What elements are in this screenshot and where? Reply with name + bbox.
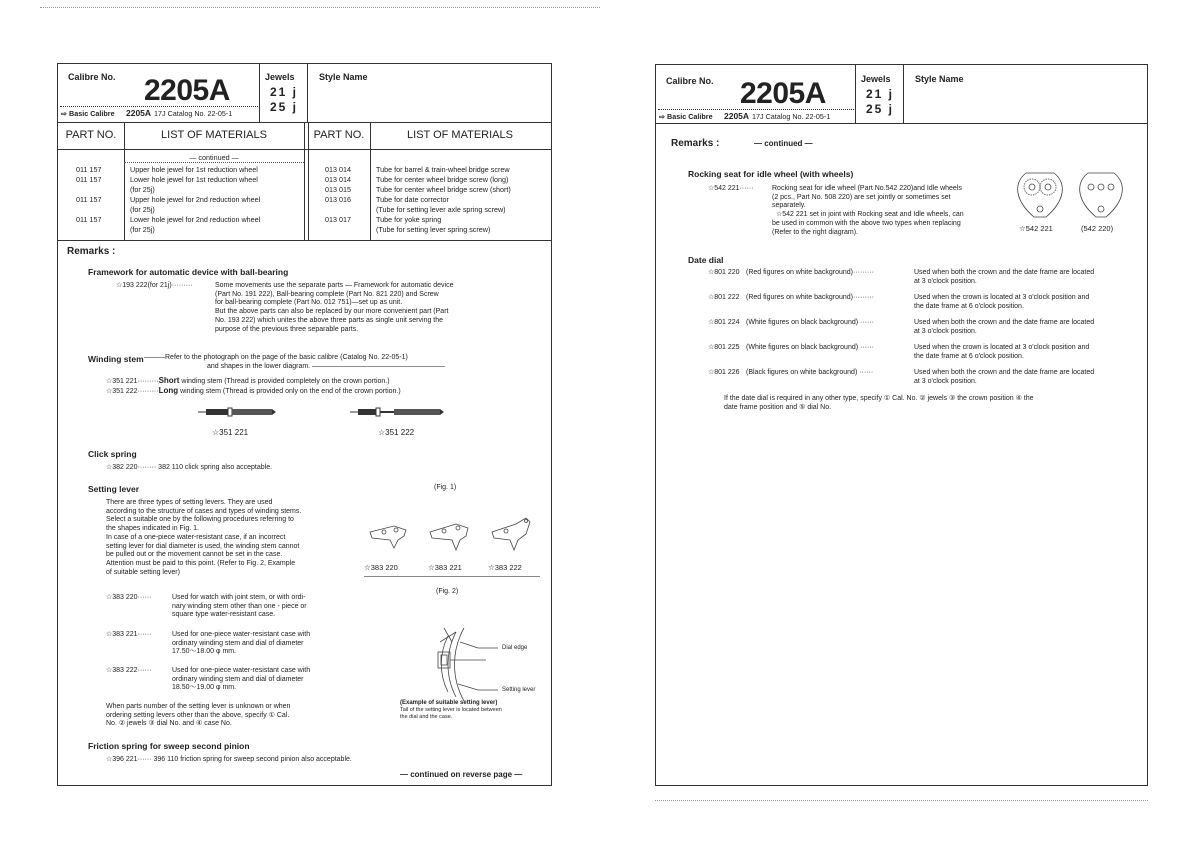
setting-item-text: [172, 667, 356, 693]
setting-line: setting lever for dial diameter is used, the winding stem cannot: [106, 542, 300, 550]
col-materials-left: LIST OF MATERIALS: [161, 129, 267, 141]
rocking-part: ☆542 221······: [708, 185, 754, 192]
setting-item-part: ☆383 221······: [106, 631, 152, 638]
table-vline-3: [308, 122, 309, 240]
rocking-line: ☆542 221 set in joint with Rocking seat and Idle wheels, can: [776, 211, 964, 219]
date-footer-line: date frame position and ⑤ dial No.: [724, 403, 832, 411]
right-page: [600, 0, 1200, 851]
winding-short-text: winding stem (Thread is provided completely on the crown portion.): [181, 378, 390, 385]
part-desc: Tube for center wheel bridge screw (long): [376, 175, 509, 184]
rocking-label-1: ☆542 221: [1019, 224, 1053, 233]
setting-line: be pulled out or the movement cannot be set in the case.: [106, 551, 283, 559]
stem-label-short: ☆351 221: [212, 428, 249, 437]
part-desc-2: (for 25j): [130, 225, 155, 234]
winding-ref: [144, 354, 544, 371]
part-desc: Tube for yoke spring: [376, 215, 442, 224]
setting-item-line: Used for one-piece water-resistant case with: [172, 631, 311, 638]
setting-item-part: ☆383 222······: [106, 667, 152, 674]
part-number: 013 015: [325, 185, 351, 194]
style-name-label: Style Name: [915, 74, 964, 84]
click-title: Click spring: [88, 449, 137, 459]
setting-footer-line: ordering setting levers other than the above, specify ① Cal.: [106, 711, 290, 719]
right-document-frame: [655, 64, 1148, 786]
part-desc: Upper hole jewel for 2nd reduction wheel: [130, 195, 261, 204]
remarks-continued: — continued —: [754, 139, 813, 148]
basic-calibre-prefix: ⇨ Basic Calibre: [61, 109, 115, 118]
setting-line: the shapes indicated in Fig. 1.: [106, 525, 200, 533]
setting-text: [106, 499, 346, 577]
continued-reverse: — continued on reverse page —: [400, 770, 523, 779]
winding-long-word: Long: [158, 386, 179, 395]
basic-calibre-number: 2205A: [126, 108, 152, 118]
rocking-line: be used in common with the above two types when replacing: [772, 219, 961, 227]
date-desc: (Black figures on white background) ······: [746, 369, 874, 376]
header-block: [656, 65, 1147, 123]
rocking-label-2: (542 220): [1081, 224, 1114, 233]
header-bottom-rule: [656, 123, 1147, 124]
part-number: 013 016: [325, 195, 351, 204]
date-use-line: Used when both the crown and the date frame are located: [914, 269, 1095, 276]
setting-item-line: ordinary winding stem and dial of diameter: [172, 675, 304, 683]
date-use-line: at 3 o'clock position.: [914, 377, 977, 385]
setting-title: Setting lever: [88, 484, 140, 494]
basic-calibre-suffix: 17J Catalog No. 22-05-1: [154, 109, 233, 118]
fig1-rule: [364, 576, 540, 577]
fig2-setting-lever: Setting lever: [502, 687, 536, 693]
calibre-dotted-rule: [658, 109, 854, 110]
setting-item-line: 17.50～18.00 φ mm.: [172, 648, 237, 656]
winding-long-part: ☆351 222·········: [106, 388, 159, 395]
setting-line: according to the structure of cases and types of winding stems.: [106, 507, 302, 515]
winding-long: [106, 387, 546, 397]
date-title: Date dial: [688, 255, 724, 265]
setting-line: In case of a one-piece water-resistant case, if an incorrect: [106, 533, 286, 541]
date-footer: [724, 395, 1144, 412]
date-use-line: Used when both the crown and the date frame are located: [914, 369, 1095, 376]
jewels-21: 21 j: [866, 87, 895, 101]
fig1-label: (Fig. 1): [434, 484, 457, 491]
rocking-seat-drawing: [1076, 171, 1126, 221]
calibre-number: 2205A: [740, 77, 826, 110]
part-desc: Tube for date corrector: [376, 195, 449, 204]
part-number: 013 014: [325, 165, 351, 174]
rocking-line: (2 pcs., Part No. 508 220) are set jointly or sometimes set: [772, 193, 951, 201]
framework-line: for ball-bearing complete (Part No. 012 751)—set up as unit.: [215, 299, 403, 307]
col-part-no-right: PART NO.: [313, 129, 365, 141]
date-use: [914, 269, 1142, 286]
calibre-label: Calibre No.: [666, 76, 714, 86]
col-part-no-left: PART NO.: [65, 129, 117, 141]
setting-line: of suitable setting lever): [106, 568, 180, 576]
col-materials-right: LIST OF MATERIALS: [407, 129, 513, 141]
rocking-text: [772, 185, 1017, 237]
fig1-part-3: ☆383 222: [488, 563, 522, 572]
framework-line: Some movements use the separate parts — Framework for automatic device: [215, 282, 454, 289]
setting-line: Attention must be paid to this point. (Refer to Fig. 2, Example: [106, 559, 296, 567]
continued-rule: [124, 162, 304, 163]
fig2-caption-line: the dial and the case.: [400, 714, 453, 720]
basic-calibre-number: 2205A: [724, 111, 750, 121]
stem-label-long: ☆351 222: [378, 428, 415, 437]
part-desc: Lower hole jewel for 1st reduction wheel: [130, 175, 258, 184]
date-part: ☆801 225: [708, 344, 740, 351]
bottom-rule: [655, 800, 1148, 801]
fig1-setting-lever-drawings: [366, 514, 546, 564]
fig2-caption: [400, 700, 550, 721]
setting-item-line: Used for one-piece water-resistant case with: [172, 667, 311, 674]
table-vline-1: [124, 122, 125, 240]
date-use-line: the date frame at 6 o'clock position.: [914, 352, 1024, 360]
part-number: 011 157: [76, 175, 102, 184]
remarks-title: Remarks :: [671, 138, 720, 149]
friction-text: ☆396 221······ 396 110 friction spring for sweep second pinion also acceptable.: [106, 756, 352, 763]
setting-footer: [106, 703, 356, 729]
part-desc: Upper hole jewel for 1st reduction wheel: [130, 165, 258, 174]
rocking-title: Rocking seat for idle wheel (with wheels): [688, 169, 854, 179]
framework-part: ☆193 222(for 21j)·········: [116, 282, 193, 289]
framework-text: [215, 282, 545, 334]
part-desc: Tube for center wheel bridge screw (short): [376, 185, 511, 194]
jewels-label: Jewels: [861, 74, 891, 84]
basic-calibre-prefix: ⇨ Basic Calibre: [659, 112, 713, 121]
friction-title: Friction spring for sweep second pinion: [88, 741, 250, 751]
rocking-seat-with-wheels-drawing: [1012, 171, 1068, 221]
date-use-line: at 3 o'clock position.: [914, 277, 977, 285]
jewels-21: 21 j: [270, 85, 299, 99]
setting-item-line: 18.50～19.00 φ mm.: [172, 684, 237, 692]
date-use-line: the date frame at 6 o'clock position.: [914, 302, 1024, 310]
rocking-line: Rocking seat for idle wheel (Part No.542 220)and Idle wheels: [772, 185, 962, 192]
part-number: 011 157: [76, 215, 102, 224]
setting-item-line: ordinary winding stem and dial of diameter: [172, 639, 304, 647]
framework-line: No. 193 222) which unites the above three parts as single unit serving the: [215, 316, 444, 324]
date-use-line: Used when the crown is located at 3 o'clock position and: [914, 344, 1090, 351]
calibre-label: Calibre No.: [68, 72, 116, 82]
header-block: [58, 64, 551, 122]
date-use: [914, 319, 1142, 336]
setting-footer-line: No. ② jewels ③ dial No. and ④ case No.: [106, 720, 232, 728]
fig2-label: (Fig. 2): [436, 588, 459, 595]
winding-title: Winding stem: [88, 354, 144, 364]
rocking-line: separately.: [772, 202, 806, 210]
winding-short-word: Short: [158, 376, 180, 385]
framework-line: (Part No. 191 222), Ball-bearing complete (Part No. 821 220) and Screw: [215, 290, 439, 298]
fig1-part-2: ☆383 221: [428, 563, 462, 572]
date-part: ☆801 224: [708, 319, 740, 326]
framework-line: purpose of the previous three separable parts.: [215, 325, 359, 333]
part-desc-2: (for 25j): [130, 205, 155, 214]
setting-item-text: [172, 631, 356, 657]
fig2-dial-edge: Dial edge: [502, 645, 528, 651]
calibre-number: 2205A: [144, 74, 230, 107]
click-text: ☆382 220········ 382 110 click spring also acceptable.: [106, 464, 273, 471]
setting-item-part: ☆383 220······: [106, 594, 152, 601]
table-vline-4: [370, 122, 371, 240]
date-desc: (White figures on black background) ······: [746, 344, 874, 351]
setting-item-text: [172, 594, 356, 620]
date-use-line: at 3 o'clock position.: [914, 327, 977, 335]
part-desc-2: (Tube for setting lever axle spring screw): [376, 205, 506, 214]
remarks-title: Remarks :: [67, 246, 116, 257]
date-desc: (Red figures on white background)·········: [746, 269, 874, 276]
jewels-25: 25 j: [866, 102, 895, 116]
table-bottom-rule: [58, 240, 551, 241]
part-number: 011 157: [76, 195, 102, 204]
date-use-line: Used when both the crown and the date frame are located: [914, 319, 1095, 326]
calibre-dotted-rule: [60, 106, 258, 107]
part-desc-2: (for 25j): [130, 185, 155, 194]
date-use: [914, 294, 1142, 311]
date-part: ☆801 226: [708, 369, 740, 376]
winding-short-part: ☆351 221·········: [106, 378, 159, 385]
winding-stem-short-drawing: [198, 407, 278, 417]
setting-footer-line: When parts number of the setting lever is unknown or when: [106, 703, 291, 710]
part-number: 011 157: [76, 165, 102, 174]
left-document-frame: [57, 63, 552, 786]
date-part: ☆801 222: [708, 294, 740, 301]
jewels-25: 25 j: [270, 100, 299, 114]
top-rule: [40, 7, 600, 8]
setting-line: Select a suitable one by the following procedures referring to: [106, 516, 294, 524]
style-name-label: Style Name: [319, 72, 368, 82]
date-footer-line: If the date dial is required in any other type, specify ① Cal. No. ② jewels ③ the crown position ④ the: [724, 395, 1034, 402]
date-part: ☆801 220: [708, 269, 740, 276]
part-desc-2: (Tube for setting lever spring screw): [376, 225, 491, 234]
basic-calibre-suffix: 17J Catalog No. 22-05-1: [752, 112, 831, 121]
framework-line: But the above parts can also be replaced by our more convenient part (Part: [215, 308, 449, 316]
fig1-part-1: ☆383 220: [364, 563, 398, 572]
table-continued: — continued —: [189, 153, 239, 162]
winding-ref-line: ———Refer to the photograph on the page of the basic calibre (Catalog No. 22-05-1): [144, 354, 408, 361]
setting-item-line: Used for watch with joint stem, or with ordi-: [172, 594, 306, 601]
table-vline-2: [304, 122, 305, 240]
rocking-line: (Refer to the right diagram).: [772, 228, 858, 236]
date-desc: (White figures on black background) ······: [746, 319, 874, 326]
part-desc: Tube for barrel & train-wheel bridge screw: [376, 165, 510, 174]
framework-title: Framework for automatic device with ball-bearing: [88, 267, 289, 277]
date-use-line: Used when the crown is located at 3 o'clock position and: [914, 294, 1090, 301]
date-use: [914, 369, 1142, 386]
part-desc: Lower hole jewel for 2nd reduction wheel: [130, 215, 261, 224]
jewels-label: Jewels: [265, 72, 295, 82]
winding-ref-line: and shapes in the lower diagram. ———————————————————: [207, 362, 446, 370]
setting-item-line: square type water-resistant case.: [172, 611, 276, 619]
setting-line: There are three types of setting levers. They are used: [106, 499, 273, 506]
fig2-caption-line: Tail of the setting lever is located between: [400, 707, 502, 713]
winding-stem-long-drawing: [350, 407, 450, 417]
winding-long-text: winding stem (Thread is provided only on the end of the crown portion.): [180, 388, 401, 395]
date-desc: (Red figures on white background)·········: [746, 294, 874, 301]
setting-item-line: nary winding stem other than one - piece or: [172, 602, 307, 610]
part-number: 013 017: [325, 215, 351, 224]
date-use: [914, 344, 1142, 361]
fig2-caption-title: (Example of suitable setting lever): [400, 700, 498, 706]
part-number: 013 014: [325, 175, 351, 184]
